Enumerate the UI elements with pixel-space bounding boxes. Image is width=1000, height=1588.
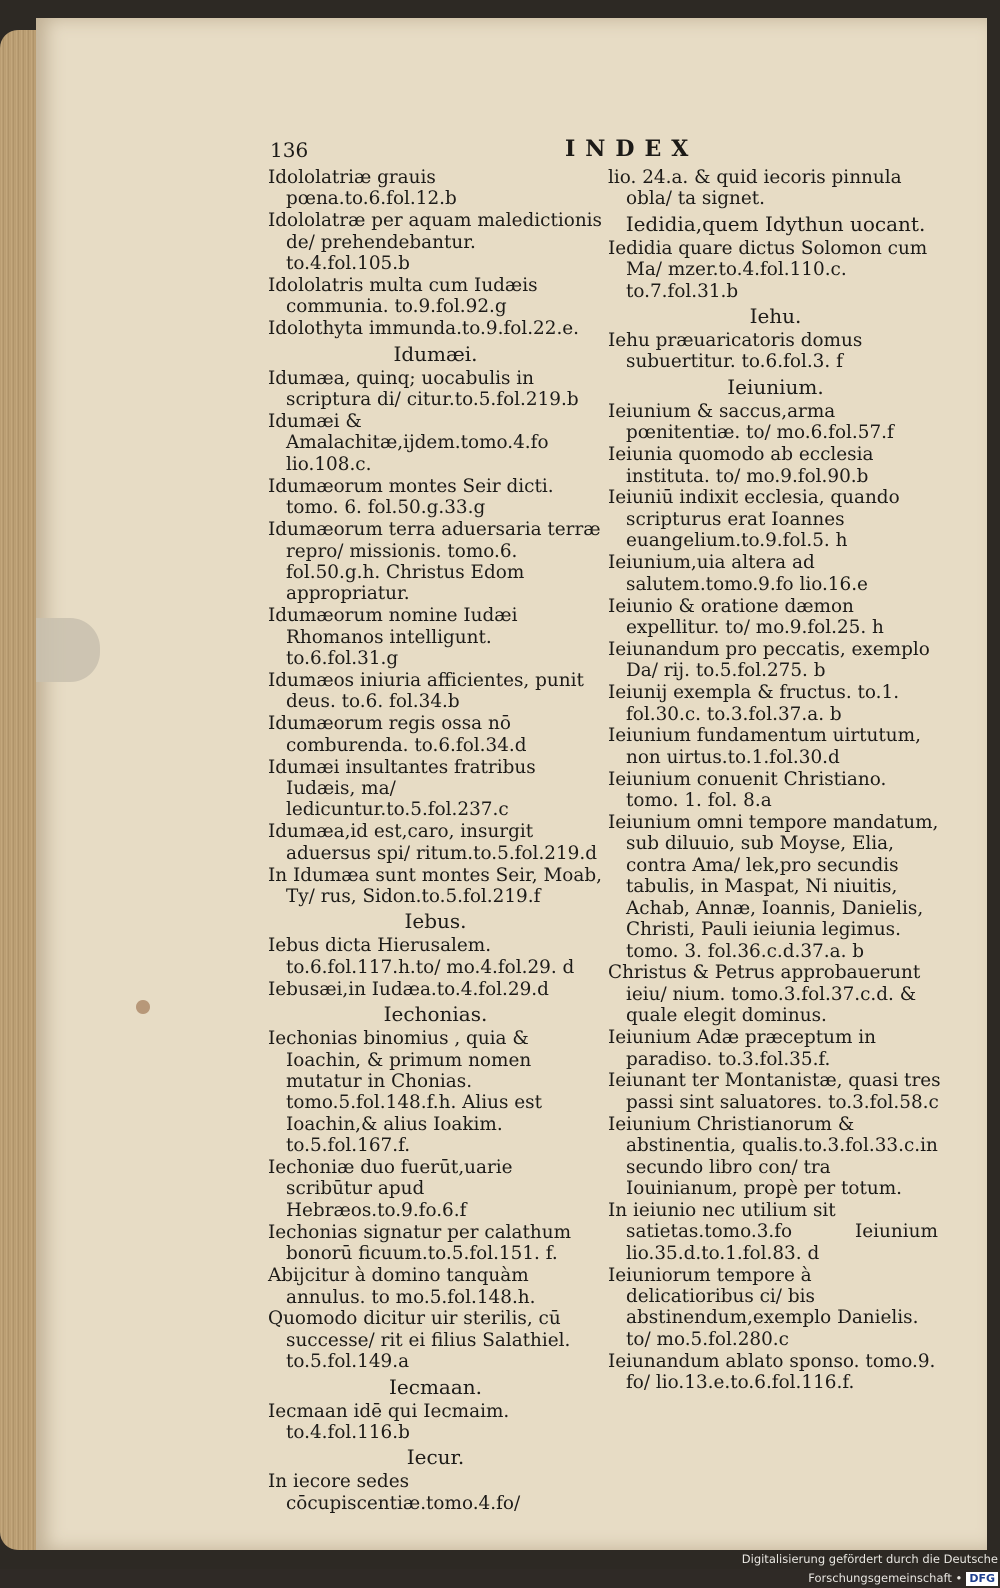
- index-entry: Idumæorum montes Seir dicti. tomo. 6. fol.50.g.33.g: [268, 475, 554, 519]
- index-entry: Idumæorum regis ossa nō comburenda. to.6.fol.34.d: [268, 713, 527, 756]
- page-stain: [136, 1000, 150, 1014]
- index-entry: Ieiunia quomodo ab ecclesia instituta. to/ mo.9.fol.90.b: [608, 444, 874, 487]
- index-entry: Ieiunij exempla & fructus. to.1. fol.30.c. to.3.fol.37.a. b: [608, 682, 900, 725]
- index-entry: Idolothyta immunda.to.9.fol.22.e.: [268, 318, 580, 340]
- index-entry: In Idumæa sunt montes Seir, Moab, Ty/ rus, Sidon.to.5.fol.219.f: [268, 864, 602, 907]
- index-entry: Christus & Petrus approbauerunt ieiu/ nium. tomo.3.fol.37.c.d. & quale elegit dominus.: [608, 962, 921, 1027]
- index-entry: Idumæa,id est,caro, insurgit aduersus spi/ ritum.to.5.fol.219.d: [268, 821, 598, 864]
- folio-number: 136: [270, 138, 309, 162]
- index-entry: Idumæorum terra aduersaria terræ repro/ missionis. tomo.6. fol.50.g.h. Christus Edom appropriatur.: [268, 519, 601, 605]
- index-heading: Iecur.: [406, 1445, 465, 1470]
- index-entry: Ieiunium & saccus,arma pœnitentiæ. to/ mo.6.fol.57.f: [608, 400, 894, 444]
- index-entry: Abijcitur à domino tanquàm annulus. to mo.5.fol.148.h.: [268, 1265, 536, 1308]
- index-entry: Iebusæi,in Iudæa.to.4.fol.29.d: [268, 978, 549, 1000]
- index-entry: Ieiunium Christianorum & abstinentia, qualis.to.3.fol.33.c.in secundo libro con/ tra Iouinianum, propè per totum.: [608, 1113, 938, 1199]
- index-entry: Idumæi & Amalachitæ,ijdem.tomo.4.fo lio.108.c.: [268, 411, 549, 475]
- index-entry: Ieiunium omni tempore mandatum, sub diluuio, sub Moyse, Elia, contra Ama/ lek,pro secundis tabulis, in Maspat, Ni niuitis, Achab, Annæ, Ioannis, Danielis, Christi, Pauli ieiunia legimus. tomo. 3. fol.36.c.d.37.a. b: [608, 812, 939, 962]
- credit-text: Digitalisierung gefördert durch die Deutsche Forschungsgemeinschaft •: [741, 1552, 998, 1585]
- index-entry: In iecore sedes cōcupiscentiæ.tomo.4.fo/: [268, 1471, 521, 1514]
- running-title: INDEX: [565, 136, 699, 162]
- dfg-logo: DFG: [966, 1572, 998, 1586]
- index-entry: Idololatræ per aquam maledictionis de/ prehendebantur. to.4.fol.105.b: [268, 210, 602, 275]
- index-entry: Ieiunandum ablato sponso. tomo.9. fo/ lio.13.e.to.6.fol.116.f.: [608, 1350, 936, 1394]
- page-header: [270, 136, 699, 168]
- index-entry: Iechonias signatur per calathum bonorū ficuum.to.5.fol.151. f.: [268, 1221, 572, 1265]
- index-entry: Ieiunium fundamentum uirtutum, non uirtus.to.1.fol.30.d: [608, 725, 921, 768]
- index-heading: Iecmaan.: [389, 1374, 482, 1399]
- index-heading: Iechonias.: [383, 1002, 488, 1027]
- index-entry: Ieiunium Adæ præceptum in paradiso. to.3.fol.35.f.: [608, 1027, 876, 1070]
- index-column-right: [608, 167, 943, 1394]
- index-entry: Idumæi insultantes fratribus Iudæis, ma/ ledicuntur.to.5.fol.237.c: [268, 756, 536, 821]
- index-entry: Ieiunandum pro peccatis, exemplo Da/ rij. to.5.fol.275. b: [608, 638, 930, 682]
- index-heading: Iedidia,quem Idythun uocant.: [625, 211, 926, 236]
- digitization-credit: [608, 1550, 998, 1585]
- index-entry: Ieiunant ter Montanistæ, quasi tres passi sint saluatores. to.3.fol.58.c: [608, 1070, 941, 1113]
- index-entry: Ieiuniorum tempore à delicatioribus ci/ bis abstinendum,exemplo Danielis. to/ mo.5.fol.280.c: [608, 1264, 919, 1350]
- index-entry: Ieiunium conuenit Christiano. tomo. 1. fol. 8.a: [608, 768, 887, 812]
- index-entry: Iebus dicta Hierusalem. to.6.fol.117.h.to/ mo.4.fol.29. d: [268, 935, 575, 978]
- index-entry: Iedidia quare dictus Solomon cum Ma/ mzer.to.4.fol.110.c. to.7.fol.31.b: [608, 237, 928, 302]
- index-heading: Iehu.: [749, 304, 802, 329]
- index-entry: Ieiunium,uia altera ad salutem.tomo.9.fo lio.16.e: [608, 552, 868, 595]
- index-entry: Idumæa, quinq; uocabulis in scriptura di/ citur.to.5.fol.219.b: [268, 367, 579, 411]
- index-entry: Iehu præuaricatoris domus subuertitur. to.6.fol.3. f: [608, 330, 863, 373]
- index-heading: Ieiunium.: [727, 374, 824, 399]
- index-entry: Quomodo dicitur uir sterilis, cū successe/ rit ei filius Salathiel. to.5.fol.149.a: [268, 1308, 571, 1373]
- index-heading: Idumæi.: [393, 341, 478, 366]
- index-entry: Ieiuniū indixit ecclesia, quando scripturus erat Ioannes euangelium.to.9.fol.5. h: [608, 487, 900, 552]
- index-entry: Iecmaan idē qui Iecmaim. to.4.fol.116.b: [268, 1400, 510, 1444]
- index-entry: Iechoniæ duo fuerūt,uarie scribūtur apud Hebræos.to.9.fo.6.f: [268, 1157, 513, 1221]
- index-entry: Idumæorum nomine Iudæi Rhomanos intelligunt. to.6.fol.31.g: [268, 605, 518, 670]
- index-entry: Ieiunio & oratione dæmon expellitur. to/ mo.9.fol.25. h: [608, 595, 884, 638]
- index-entry: lio. 24.a. & quid iecoris pinnula obla/ ta signet.: [608, 167, 902, 210]
- index-entry: Idololatriæ grauis pœna.to.6.fol.12.b: [268, 167, 457, 210]
- index-entry: In ieiunio nec utilium sit satietas.tomo.3.fo lio.35.d.to.1.fol.83. d: [608, 1199, 836, 1264]
- index-entry: Iechonias binomius , quia & Ioachin, & primum nomen mutatur in Chonias. tomo.5.fol.148.f.h. Alius est Ioachin,& alius Ioakim. to.5.fol.167.f.: [268, 1028, 543, 1157]
- catchword: Ieiunium: [855, 1221, 938, 1242]
- index-entry: Idumæos iniuria afficientes, punit deus. to.6. fol.34.b: [268, 669, 584, 713]
- index-entry: Idololatris multa cum Iudæis communia. to.9.fol.92.g: [268, 275, 538, 318]
- ribbon-tab: [36, 618, 100, 682]
- index-heading: Iebus.: [404, 909, 467, 934]
- index-column-left: [268, 167, 603, 1515]
